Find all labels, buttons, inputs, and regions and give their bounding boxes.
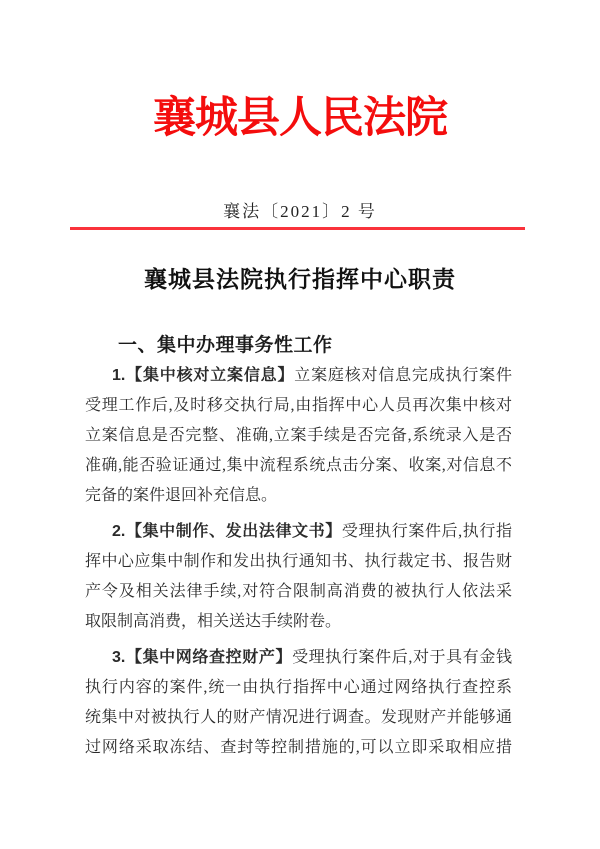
paragraph-line: 完备的案件退回补充信息。: [85, 487, 278, 504]
paragraph-line: [85, 517, 512, 547]
section-heading: 一、集中办理事务性工作: [118, 335, 333, 356]
paragraph-line: 挥中心应集中制作和发出执行通知书、执行裁定书、报告财: [85, 553, 512, 570]
paragraph-2-text: 受理执行案件后,执行指: [341, 523, 512, 540]
paragraph-line: 过网络采取冻结、查封等控制措施的,可以立即采取相应措: [85, 739, 512, 756]
paragraph-line: [85, 643, 512, 673]
paragraph-line: 准确,能否验证通过,集中流程系统点击分案、收案,对信息不: [85, 457, 512, 474]
court-title: 襄城县人民法院: [153, 94, 447, 142]
paragraph-line: [85, 361, 512, 391]
document-heading: 襄城县法院执行指挥中心职责: [144, 267, 456, 292]
paragraph-3: [85, 643, 512, 763]
paragraph-line: 产令及相关法律手续,对符合限制高消费的被执行人依法采: [85, 583, 512, 600]
paragraph-1: [85, 361, 512, 511]
paragraph-line: 取限制高消费，相关送达手续附卷。: [85, 613, 342, 630]
paragraph-line: 立案信息是否完整、准确,立案手续是否完备,系统录入是否: [85, 427, 512, 444]
document-body: [85, 331, 512, 763]
red-divider-line: [70, 227, 525, 230]
paragraph-line: 执行内容的案件,统一由执行指挥中心通过网络执行查控系: [85, 679, 512, 696]
document-number: 襄法〔2021〕2 号: [223, 202, 377, 221]
paragraph-3-text: 受理执行案件后,对于具有金钱: [292, 649, 512, 666]
paragraph-1-text: 立案庭核对信息完成执行案件: [294, 367, 512, 384]
paragraph-2: [85, 517, 512, 637]
paragraph-line: 统集中对被执行人的财产情况进行调查。发现财产并能够通: [85, 709, 512, 726]
paragraph-line: 受理工作后,及时移交执行局,由指挥中心人员再次集中核对: [85, 397, 512, 414]
paragraph-2-label: 2.【集中制作、发出法律文书】: [112, 523, 342, 540]
paragraph-1-label: 1.【集中核对立案信息】: [112, 367, 295, 384]
paragraph-3-label: 3.【集中网络查控财产】: [112, 649, 293, 666]
